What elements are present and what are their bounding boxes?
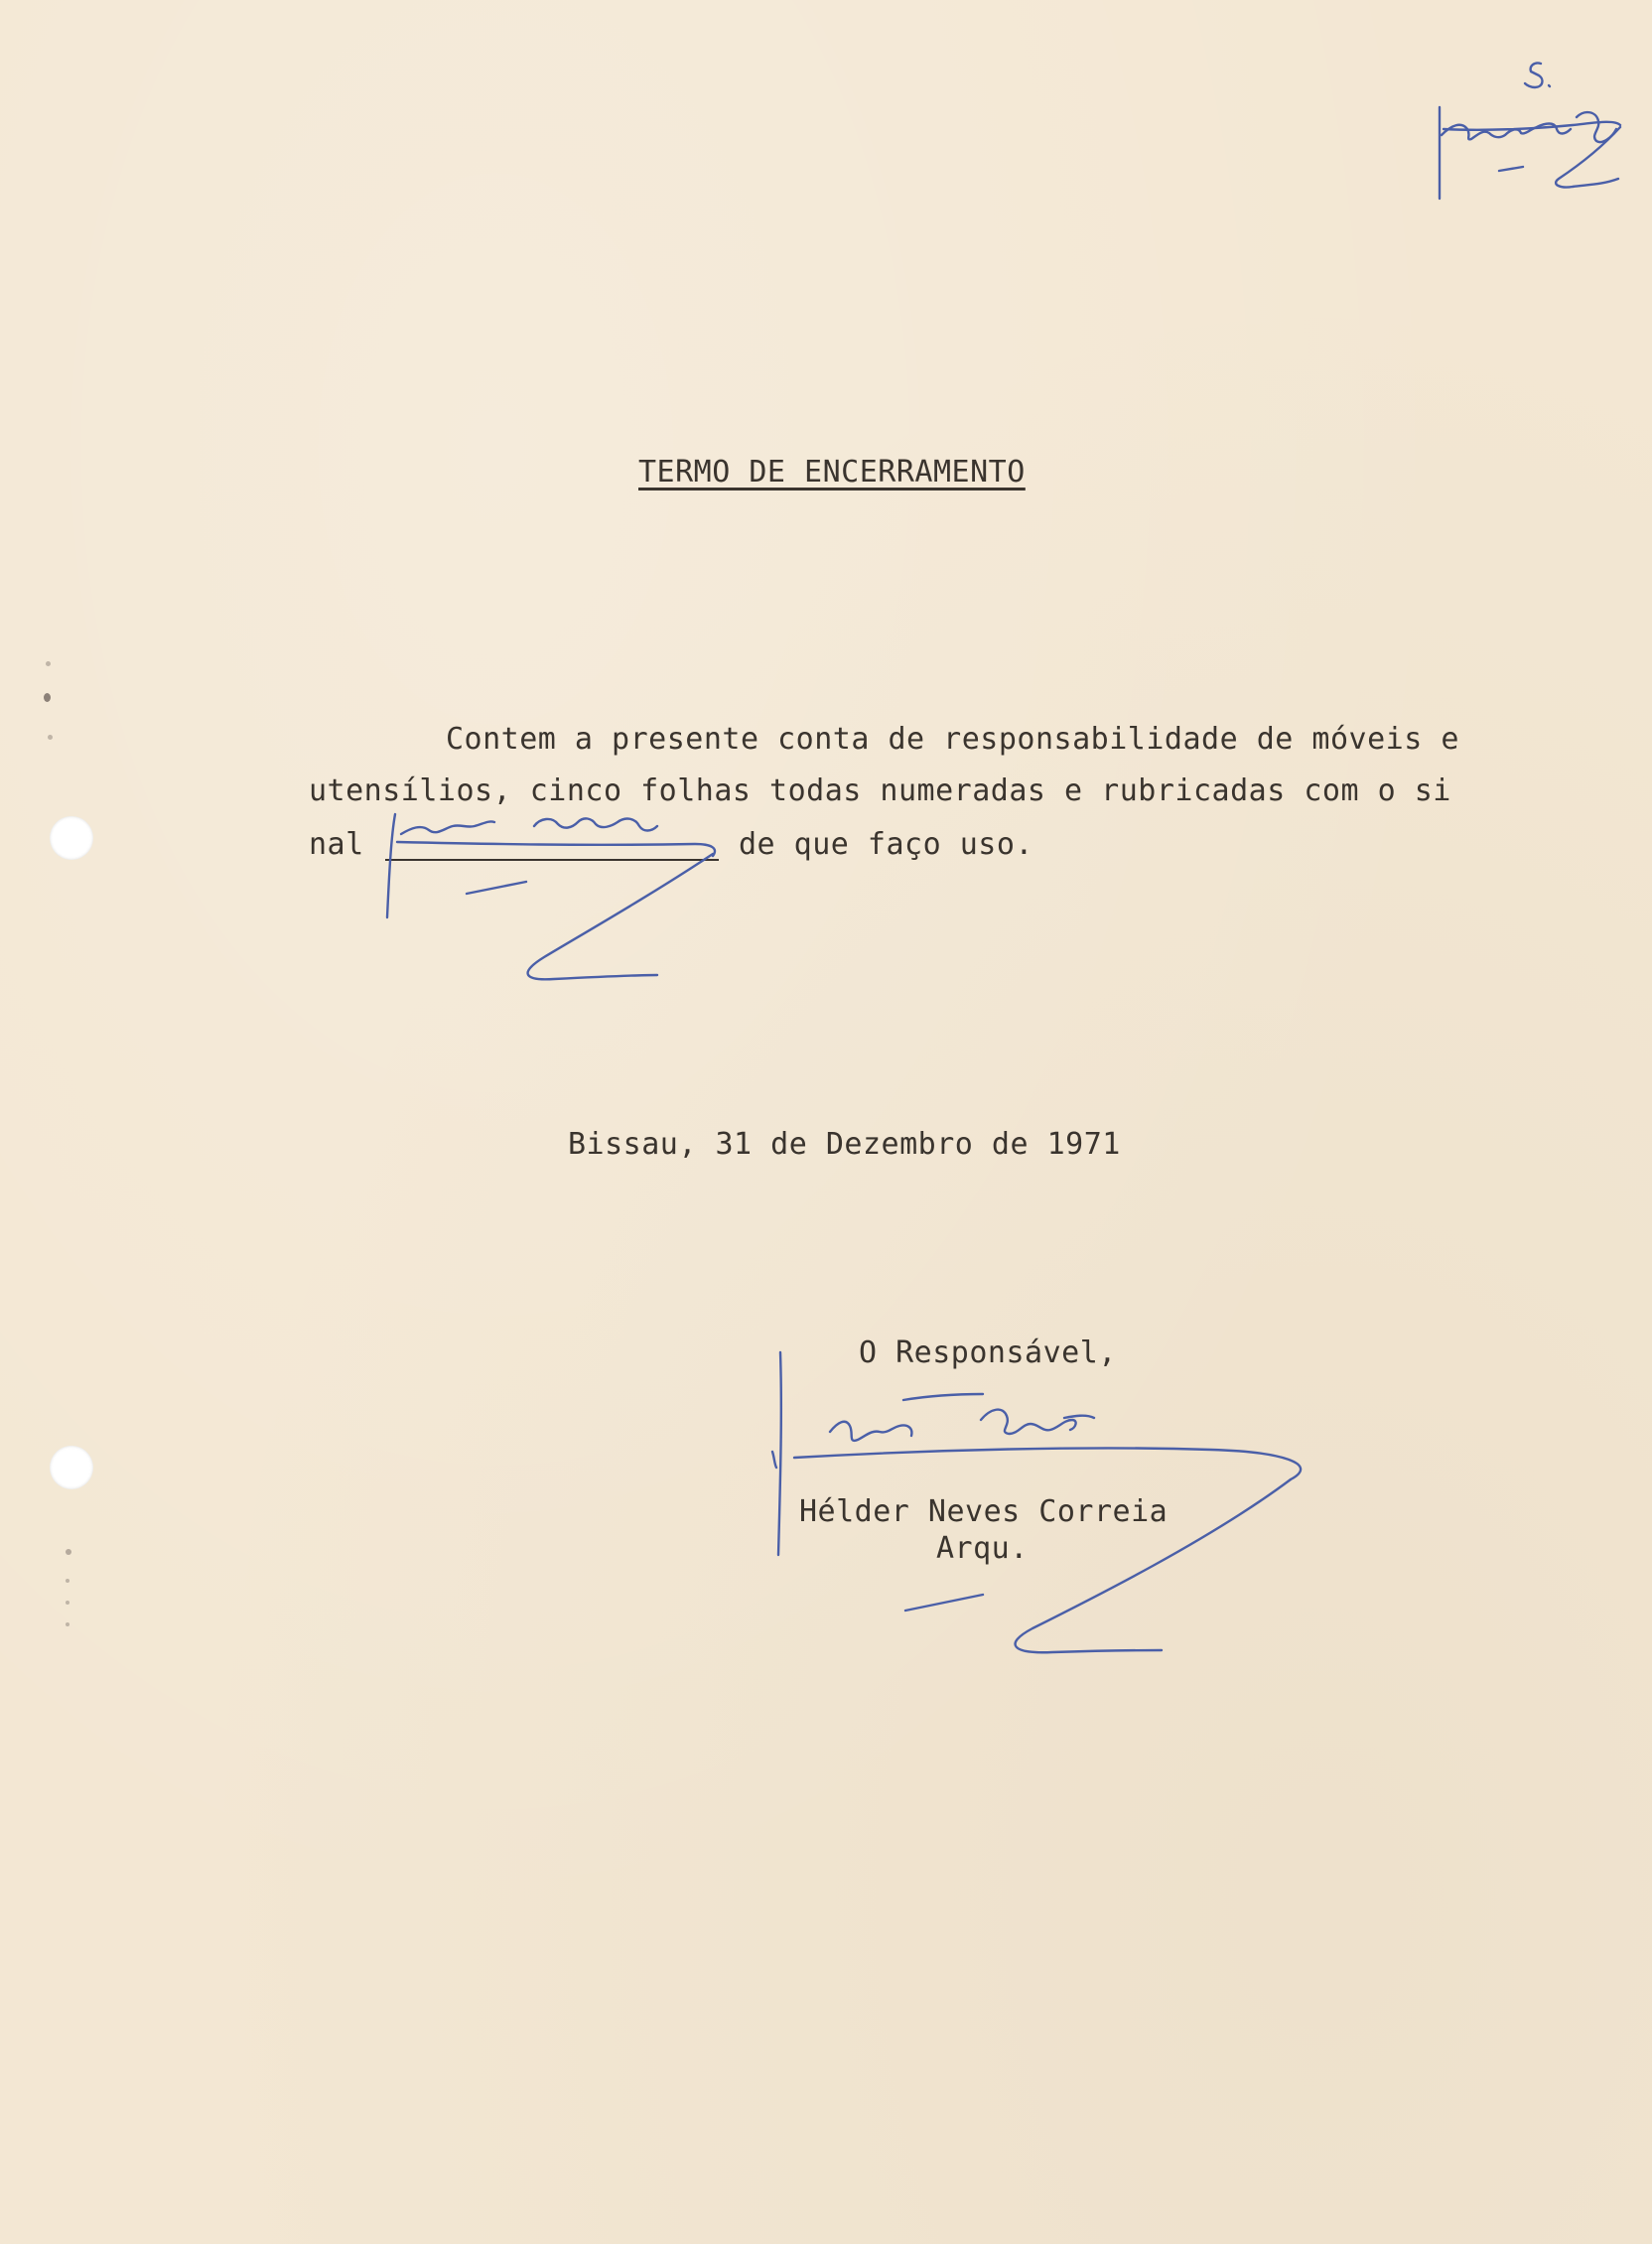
margin-mark — [66, 1622, 69, 1626]
punch-hole-top — [50, 816, 93, 860]
margin-mark — [66, 1549, 71, 1555]
corner-rubric-signature — [1440, 107, 1620, 199]
responsible-label: O Responsável, — [859, 1335, 1117, 1370]
body-line-3-end: de que faço uso. — [739, 827, 1033, 862]
page-number-handwritten — [1525, 63, 1550, 87]
body-line-1: Contem a presente conta de responsabilidade de móveis e — [446, 722, 1459, 757]
signature-blank-line — [385, 859, 719, 861]
place-and-date: Bissau, 31 de Dezembro de 1971 — [568, 1127, 1121, 1162]
signatory-name: Hélder Neves Correia — [799, 1494, 1169, 1529]
margin-mark — [44, 693, 51, 702]
body-line-2: utensílios, cinco folhas todas numeradas e rubricadas com o si — [309, 773, 1451, 808]
margin-mark — [66, 1579, 69, 1583]
margin-mark — [48, 735, 53, 740]
inline-handwritten-signature — [387, 814, 715, 979]
document-title: TERMO DE ENCERRAMENTO — [638, 455, 1026, 490]
punch-hole-bottom — [50, 1446, 93, 1489]
body-line-3-start: nal — [309, 827, 364, 862]
margin-mark — [66, 1601, 69, 1605]
margin-mark — [46, 661, 51, 666]
signatory-role: Arqu. — [936, 1531, 1029, 1566]
